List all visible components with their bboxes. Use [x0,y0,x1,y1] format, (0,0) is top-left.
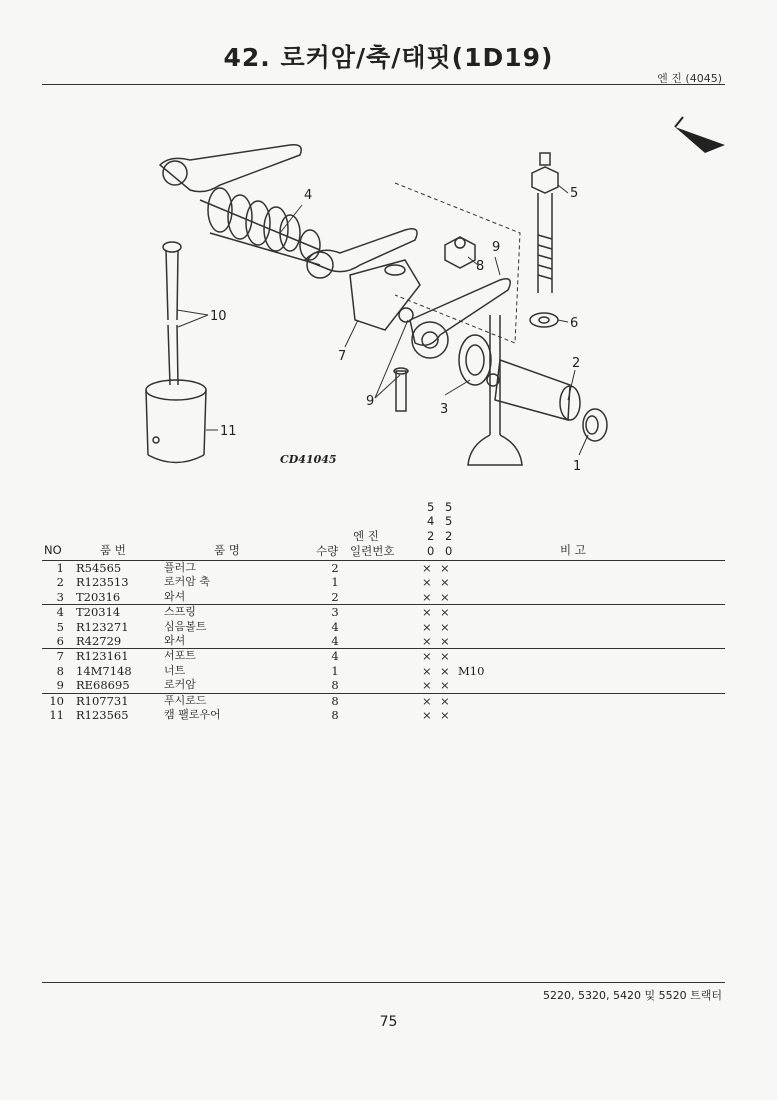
engine-subtitle: 엔 진 (4045) [657,72,722,85]
quantity: 4 [331,619,339,634]
quantity: 8 [331,707,339,722]
flat-washer-part [530,313,558,327]
support-part [487,360,580,420]
row-no: 5 [56,619,64,634]
remark: M10 [458,663,485,678]
callout-8: 8 [476,259,485,274]
row-no: 1 [56,561,64,575]
direction-arrow-icon [675,117,725,153]
callout-5: 5 [570,186,579,201]
callout-2: 2 [572,356,581,371]
quantity: 1 [331,663,339,678]
part-number: T20316 [76,589,121,604]
callout-4: 4 [304,188,313,203]
part-number: R42729 [76,633,122,648]
row-no: 2 [56,575,64,590]
model2-mark: × [440,605,450,620]
model2-mark: × [440,619,450,634]
row-no: 8 [56,663,64,678]
model1-digit-4: 0 [427,544,435,558]
callout-3: 3 [440,402,449,417]
engine-header: 엔 진 [353,529,379,543]
part-number: R123513 [76,575,129,590]
plug-part [583,409,607,441]
model2-digit-4: 0 [445,544,453,558]
quantity: 8 [331,678,339,693]
push-rod-part [163,242,181,385]
washer-part [459,335,491,385]
table-row [42,605,725,619]
rocker-shaft-assembly-middle [305,229,420,330]
valve-part [468,315,522,465]
part-name: 스프링 [164,605,196,619]
row-no: 7 [56,649,64,664]
table-row [42,590,725,605]
row-no: 11 [49,707,64,722]
part-number: R123565 [76,707,129,722]
callout-11: 11 [220,424,237,439]
model1-digit-3: 2 [427,529,435,543]
callout-1: 1 [573,459,582,474]
row-no: 4 [56,605,64,620]
part-number: 14M7148 [76,663,132,678]
row-no: 10 [49,693,64,708]
part-number: R123271 [76,619,129,634]
part-number: R107731 [76,693,129,708]
part-name: 서포트 [164,649,196,663]
part-number: T20314 [76,605,121,620]
footer-rule [42,982,725,983]
serial-header: 일련번호 [350,544,395,558]
model1-mark: × [422,589,432,604]
model2-mark: × [440,678,450,693]
table-row [42,634,725,649]
quantity: 2 [331,561,339,575]
model-footer: 5220, 5320, 5420 및 5520 트랙터 [543,989,722,1002]
part-name: 와셔 [164,589,186,603]
quantity: 1 [331,575,339,590]
qty-header: 수량 [316,544,339,558]
part-name: 푸시로드 [164,693,207,707]
model2-mark: × [440,663,450,678]
callout-7: 7 [338,349,347,364]
model1-mark: × [422,678,432,693]
title-rule [42,84,725,85]
model2-digit-2: 5 [445,514,453,528]
model1-mark: × [422,633,432,648]
part-number: R123161 [76,649,129,664]
model2-mark: × [440,633,450,648]
model1-mark: × [422,649,432,664]
table-row [42,649,725,663]
row-no: 6 [56,633,64,648]
bolt-part [394,368,408,411]
model2-digit-3: 2 [445,529,453,543]
table-row [42,575,725,589]
part-name: 로커암 축 [164,575,211,589]
parts-table [42,498,725,722]
remark-header: 비 고 [560,543,586,557]
page-title: 42. 로커암/축/태핏(1D19) [223,43,554,72]
quantity: 2 [331,589,339,604]
model2-mark: × [440,561,450,575]
rocker-shaft-assembly-left [160,145,320,265]
callout-9-lower: 9 [366,394,375,409]
table-row [42,620,725,634]
part-name-header: 품 명 [214,543,240,557]
part-name: 플러그 [164,561,196,574]
callout-6: 6 [570,316,579,331]
model1-mark: × [422,561,432,575]
cam-follower-part [146,380,206,463]
model1-digit-1: 5 [427,500,435,514]
nut-part [445,237,475,268]
model1-mark: × [422,605,432,620]
part-name: 와셔 [164,633,186,647]
exploded-parts-diagram [130,115,730,480]
part-name: 심음볼트 [164,619,207,633]
model2-mark: × [440,575,450,590]
model1-mark: × [422,663,432,678]
model2-mark: × [440,589,450,604]
part-name: 로커암 [164,678,196,692]
no-header: NO [44,543,62,557]
model2-mark: × [440,693,450,708]
table-row [42,708,725,722]
part-number: R54565 [76,561,122,575]
callout-10: 10 [210,309,227,324]
table-row [42,694,725,708]
table-row [42,678,725,693]
model1-mark: × [422,693,432,708]
part-name: 캠 팰로우어 [164,707,221,721]
row-no: 9 [56,678,64,693]
model2-digit-1: 5 [445,500,453,514]
part-name: 너트 [164,663,186,677]
callout-9-upper: 9 [492,240,501,255]
table-row [42,664,725,678]
model1-mark: × [422,575,432,590]
parts-table-header [42,498,725,561]
quantity: 4 [331,633,339,648]
page-number: 75 [379,1014,398,1030]
model1-digit-2: 4 [427,514,435,528]
model1-mark: × [422,619,432,634]
model1-mark: × [422,707,432,722]
figure-code: CD41045 [280,453,337,466]
model2-mark: × [440,707,450,722]
quantity: 8 [331,693,339,708]
row-no: 3 [56,589,64,604]
table-row [42,561,725,575]
quantity: 4 [331,649,339,664]
quantity: 3 [331,605,339,620]
part-number-header: 품 번 [100,543,126,557]
stud-bolt-part [532,153,558,293]
model2-mark: × [440,649,450,664]
part-number: RE68695 [76,678,130,693]
